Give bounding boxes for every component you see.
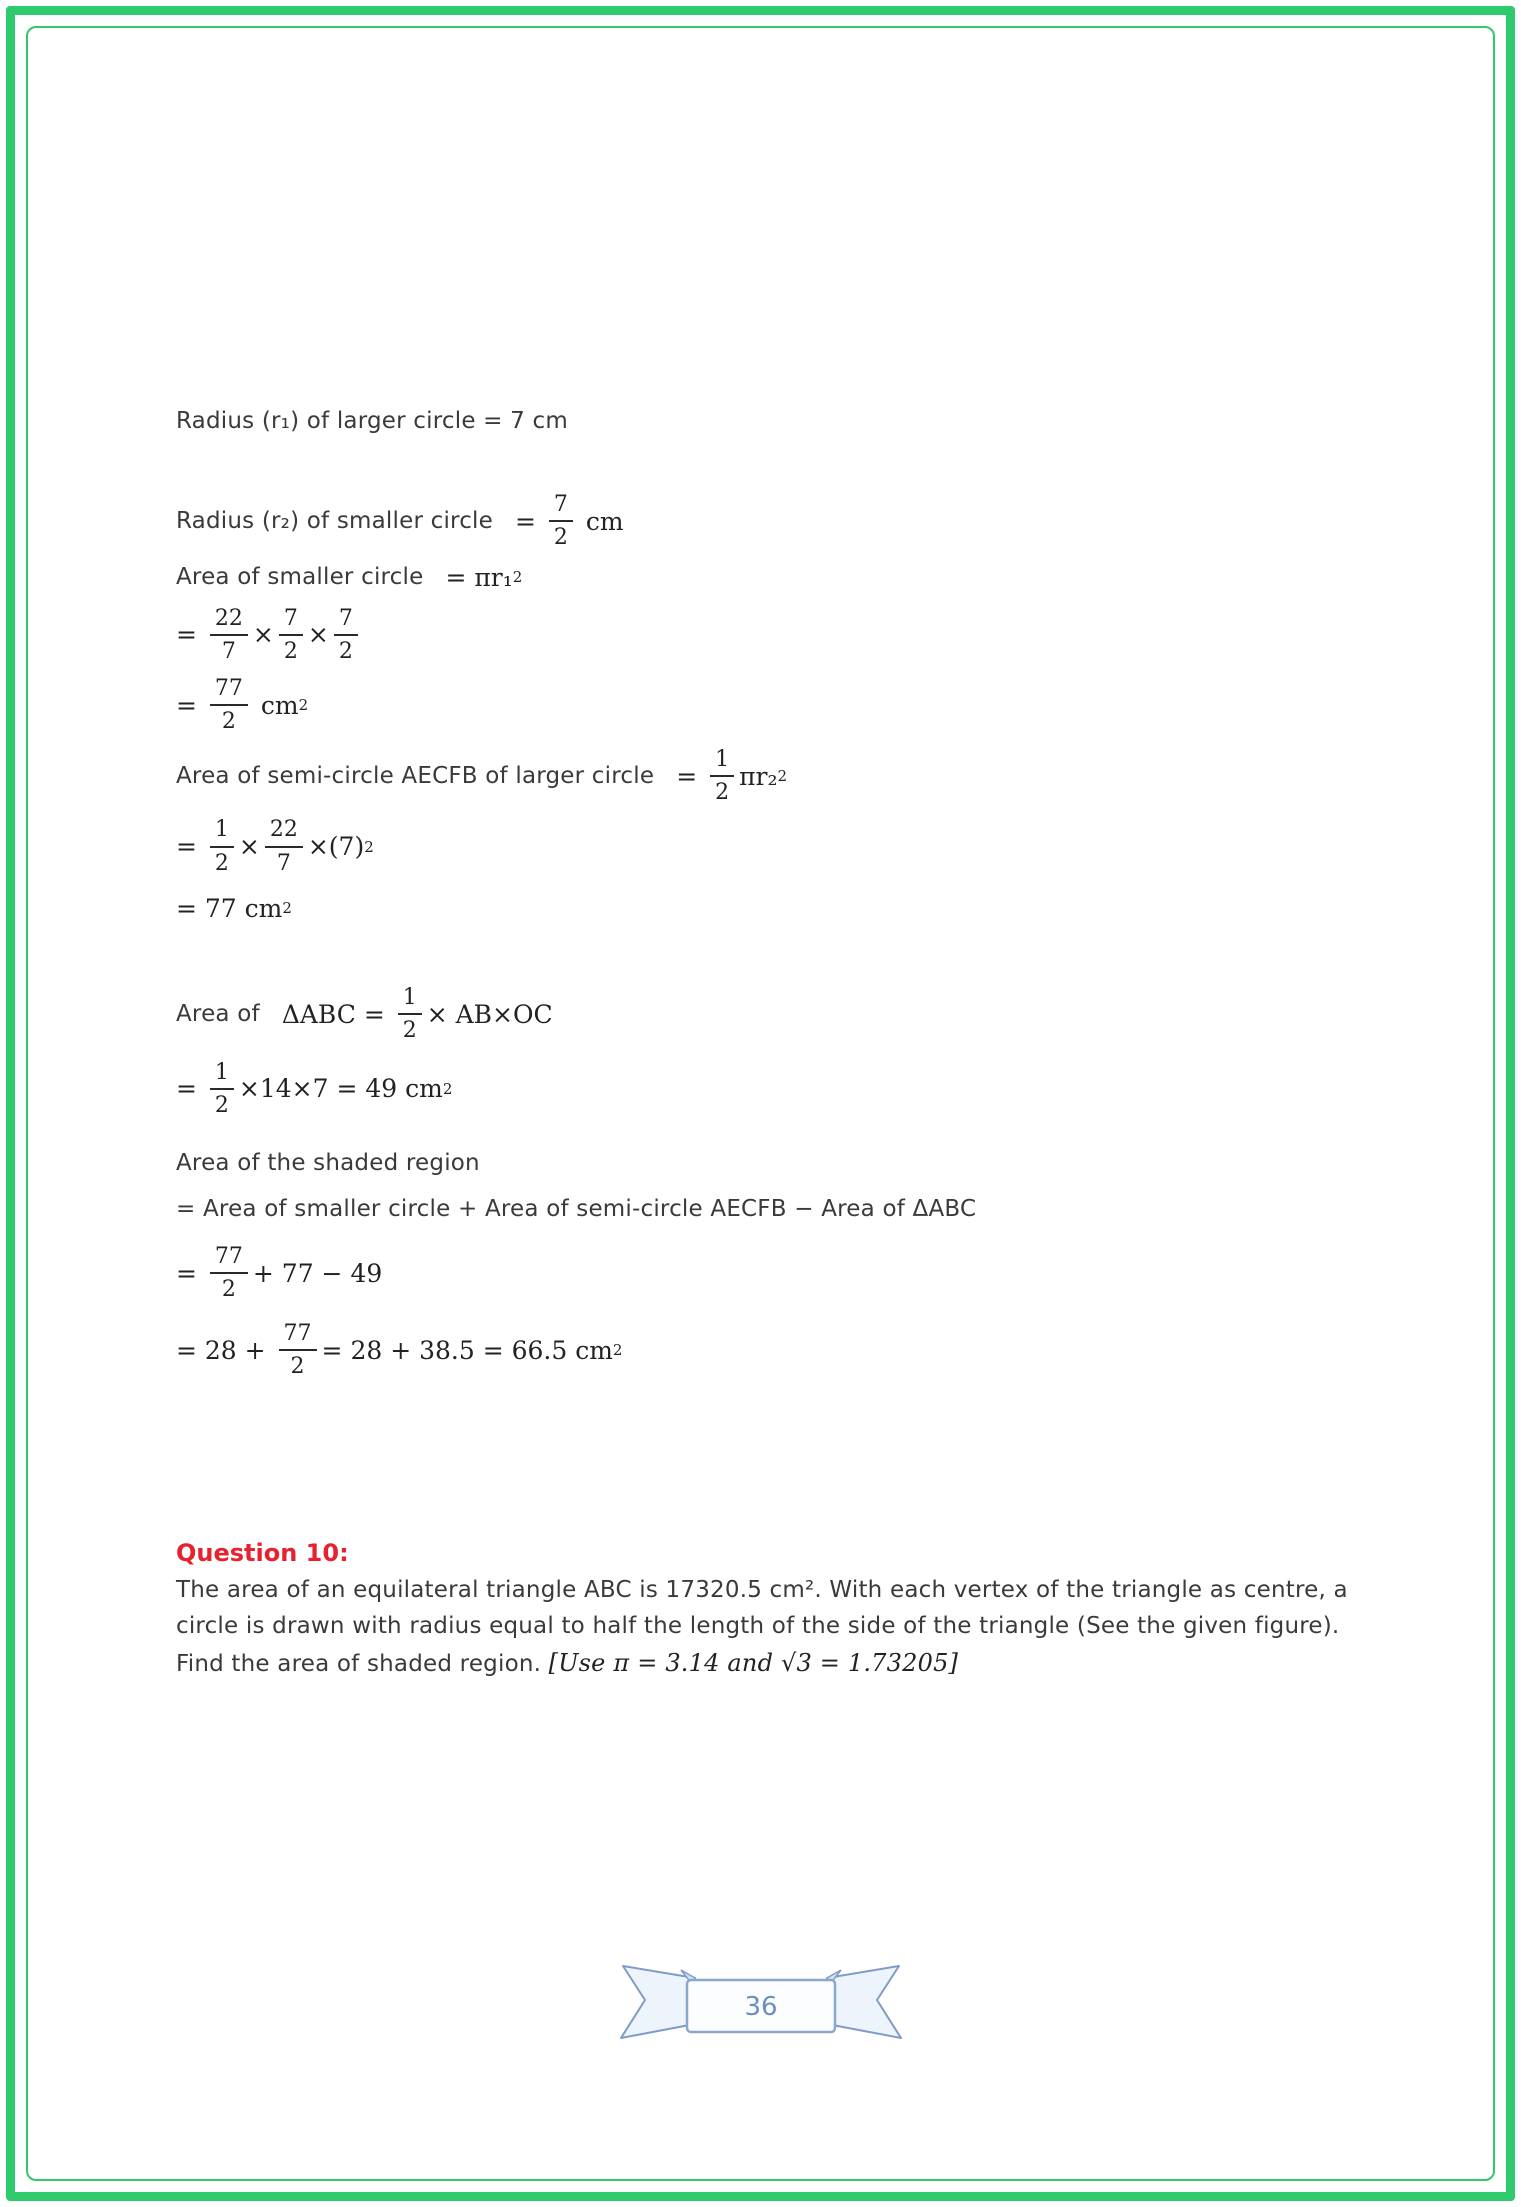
semi-circle-line <box>176 747 1389 806</box>
question-note: [Use π = 3.14 and √3 = 1.73205] <box>548 1648 959 1677</box>
solution-content <box>176 408 1389 1682</box>
page-number-banner <box>611 1960 911 2056</box>
radius-smaller-label: Radius (r₂) of smaller circle <box>176 508 493 535</box>
semi-circle-label: Area of semi-circle AECFB of larger circle <box>176 763 655 790</box>
area-smaller-result: = $\frac{77}{2}$ cm 2 <box>176 676 309 735</box>
question-text: The area of an equilateral triangle ABC is 17320.5 cm². With each vertex of the triangle as centre, a circle is drawn with radius equal to half the length of the side of the triangle (See the given figure). Find the area of shaded region. <box>176 1577 1348 1677</box>
radius-smaller-line <box>176 492 1389 551</box>
ribbon-left-tail <box>621 1966 695 2038</box>
question-heading: Question 10: <box>176 1539 349 1568</box>
triangle-area-step: = $\frac{1}{2}$ ×14×7 = 49 cm 2 <box>176 1059 453 1118</box>
shaded-region-label: Area of the shaded region <box>176 1150 480 1177</box>
radius-larger-line: Radius (r₁) of larger circle = 7 cm <box>176 408 568 434</box>
triangle-area-line <box>176 985 1389 1044</box>
area-smaller-formula: = πr₁ 2 <box>445 562 523 592</box>
triangle-area-formula: ΔABC = $\frac{1}{2}$ × AB×OC <box>281 984 553 1044</box>
semi-circle-result: = 77 cm 2 <box>176 893 292 923</box>
area-smaller-line <box>176 563 1389 592</box>
area-smaller-label: Area of smaller circle <box>176 564 424 591</box>
semi-circle-formula: = $\frac{1}{2}$ πr₂ 2 <box>676 746 788 806</box>
radius-smaller-formula: = $\frac{7}{2}$ cm <box>515 492 624 551</box>
triangle-area-label: Area of <box>176 1001 260 1028</box>
ribbon-right-tail <box>827 1966 901 2038</box>
area-smaller-step: = $\frac{22}{7}$ × $\frac{7}{2}$ × $\frac{7}{2}$ <box>176 606 1389 665</box>
semi-circle-step: = $\frac{1}{2}$ × $\frac{22}{7}$ ×(7) 2 <box>176 817 374 876</box>
shaded-region-equation: = Area of smaller circle + Area of semi-circle AECFB − Area of ΔABC <box>176 1196 977 1223</box>
page-number: 36 <box>743 1992 778 2022</box>
question-body <box>176 1573 1389 1682</box>
ribbon-icon <box>611 1960 911 2052</box>
shaded-region-step2: = 28 + $\frac{77}{2}$ = 28 + 38.5 = 66.5 cm 2 <box>176 1320 623 1380</box>
shaded-region-step1: = $\frac{77}{2}$ + 77 − 49 <box>176 1244 383 1303</box>
